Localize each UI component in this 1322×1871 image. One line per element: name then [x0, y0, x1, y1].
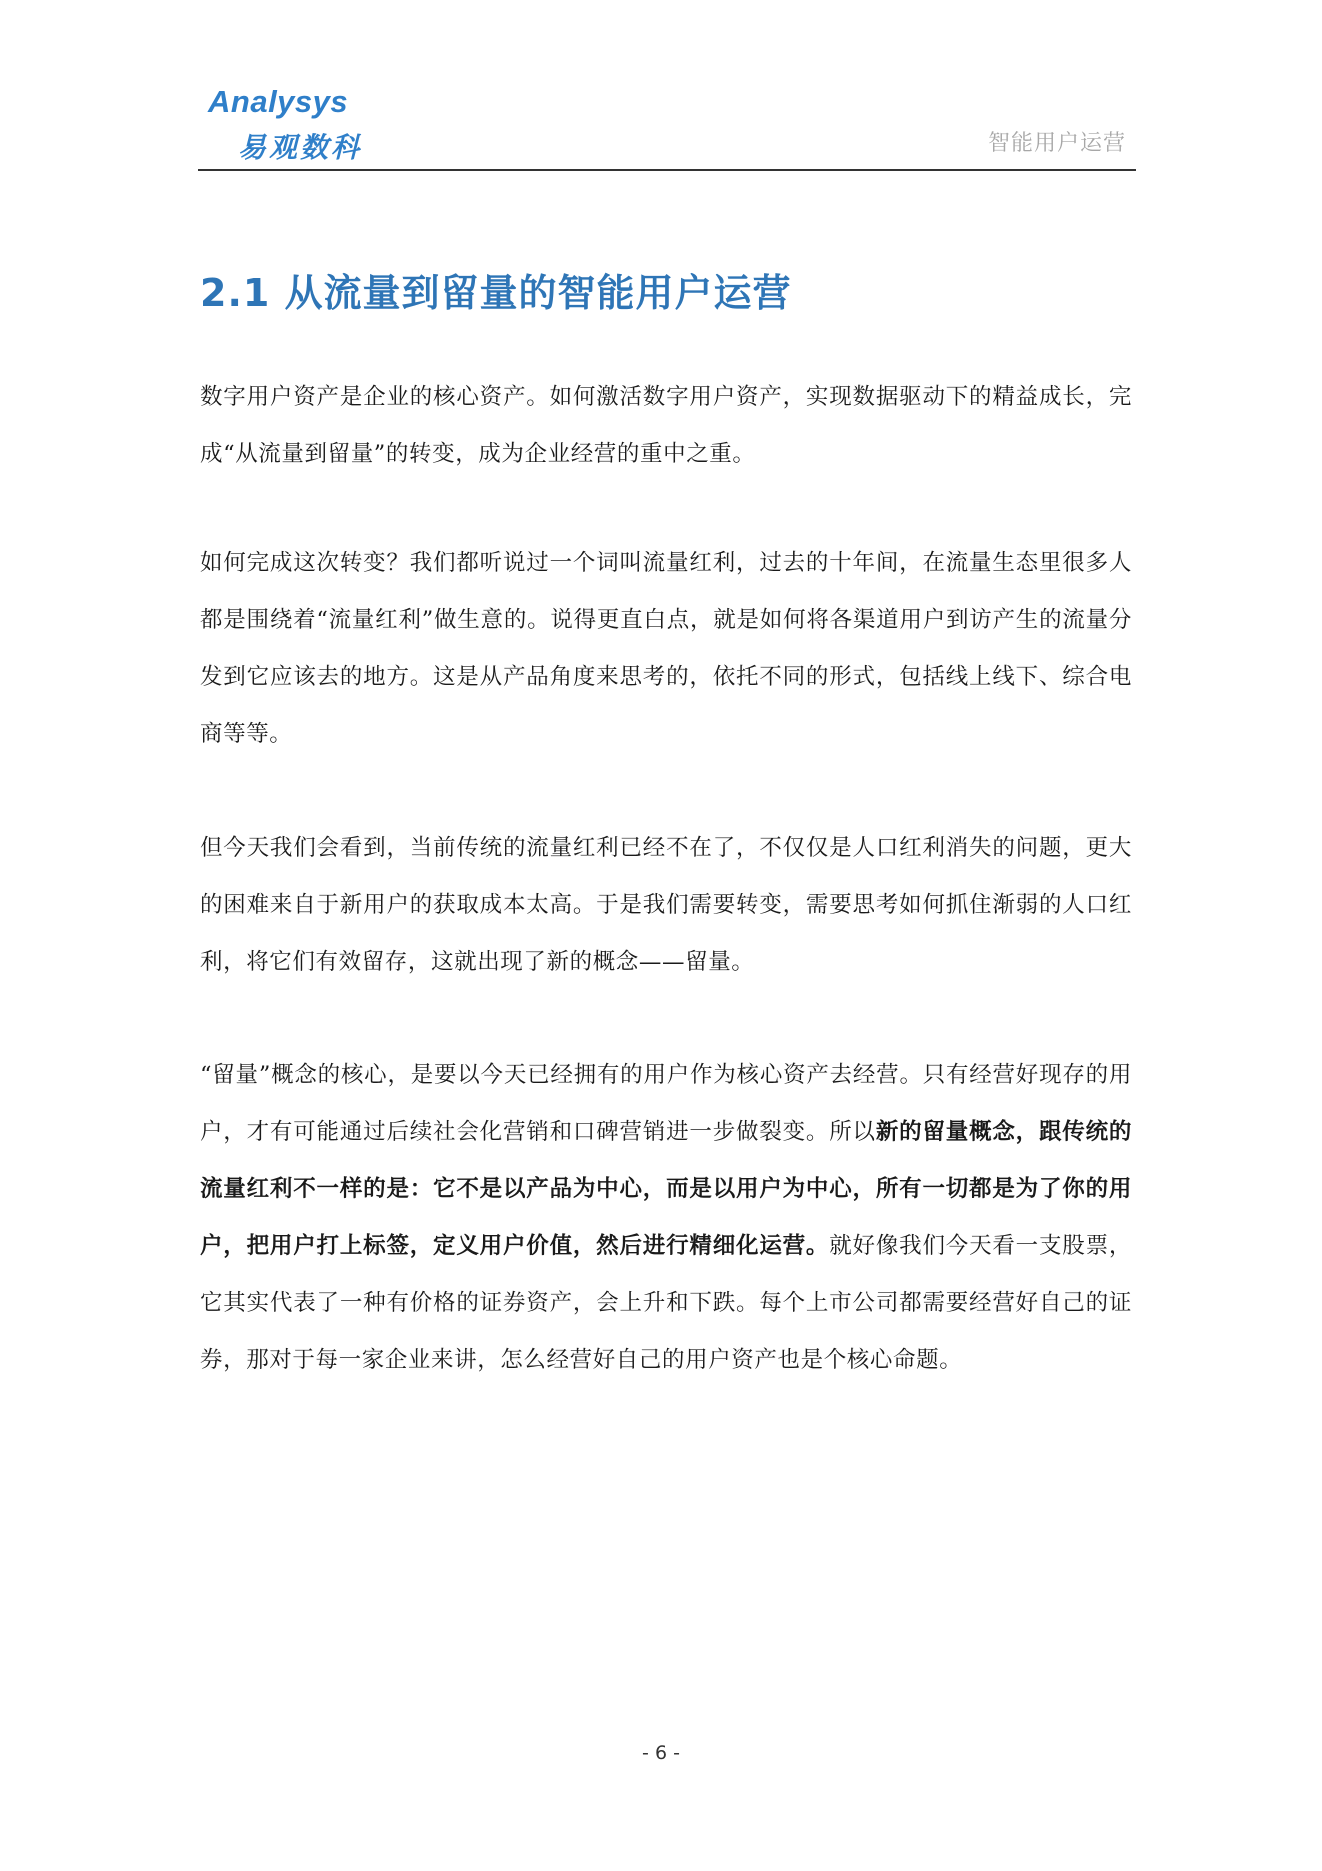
paragraph-3: 但今天我们会看到，当前传统的流量红利已经不在了，不仅仅是人口红利消失的问题，更大的困难来自于新用户的获取成本太高。于是我们需要转变，需要思考如何抓住渐弱的人口红利，将它们有效留存，这就出现了新的概念——留量。	[200, 835, 1132, 975]
running-title: 智能用户运营	[987, 131, 1126, 156]
header-divider	[198, 169, 1136, 171]
section-heading: 2.1 从流量到留量的智能用户运营	[200, 271, 792, 315]
paragraph-4-emphasis: 新的留量概念，跟传统的流量红利不一样的是：它不是以产品为中心，而是以用户为中心，所有一切都是为了你的用户，把用户打上标签，定义用户价值，然后进行精细化运营。	[200, 1119, 1132, 1259]
paragraph-4-end: 就好像我们今天看一支股票，它其实代表了一种有价格的证券资产，会上升和下跌。每个上市公司都需要经营好自己的证券，那对于每一家企业来讲，怎么经营好自己的用户资产也是个核心命题。	[200, 1233, 1132, 1373]
page-number: - 6 -	[642, 1742, 680, 1764]
paragraph-4	[200, 1047, 1132, 1389]
logo-text-en: Analysys	[208, 84, 349, 119]
page-header	[198, 70, 1136, 170]
paragraph-1: 数字用户资产是企业的核心资产。如何激活数字用户资产，实现数据驱动下的精益成长，完成“从流量到留量”的转变，成为企业经营的重中之重。	[200, 384, 1132, 467]
logo-text-zh: 易观数科	[238, 131, 363, 164]
paragraph-2: 如何完成这次转变？我们都听说过一个词叫流量红利，过去的十年间，在流量生态里很多人都是围绕着“流量红利”做生意的。说得更直白点，就是如何将各渠道用户到访产生的流量分发到它应该去的地方。这是从产品角度来思考的，依托不同的形式，包括线上线下、综合电商等等。	[200, 550, 1132, 747]
paragraph-4-start: “留量”概念的核心，是要以今天已经拥有的用户作为核心资产去经营。只有经营好现存的用户，才有可能通过后续社会化营销和口碑营销进一步做裂变。所以	[200, 1062, 1132, 1145]
company-logo	[208, 84, 378, 176]
